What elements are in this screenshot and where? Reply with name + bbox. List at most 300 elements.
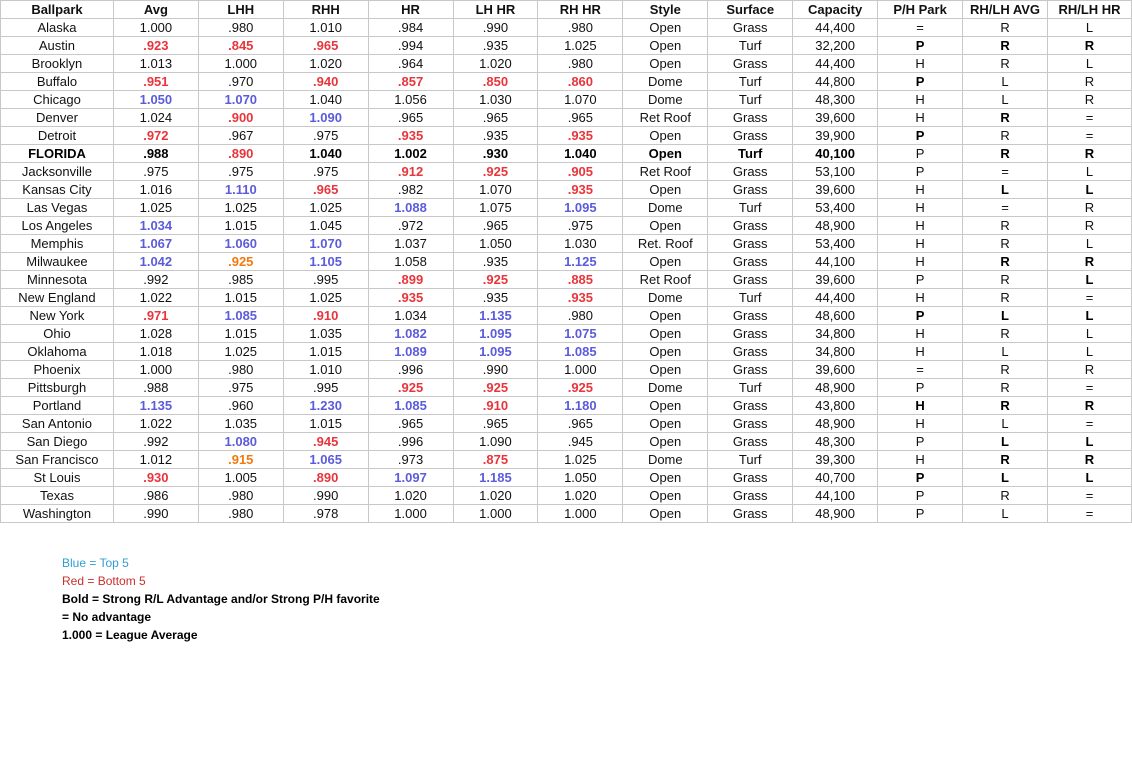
cell-rh-lh-avg: R [963,289,1048,307]
cell-lh-hr: .935 [453,289,538,307]
cell-lhh: .960 [198,397,283,415]
cell-capacity: 40,700 [793,469,878,487]
cell-rh-lh-avg: L [963,343,1048,361]
cell-hr: 1.056 [368,91,453,109]
cell-hr: .912 [368,163,453,181]
cell-surface: Grass [708,487,793,505]
table-row [1,145,1132,163]
table-row [1,109,1132,127]
cell-p-h-park: H [878,199,963,217]
cell-lhh: .975 [198,379,283,397]
cell-capacity: 48,300 [793,91,878,109]
cell-surface: Turf [708,289,793,307]
cell-lh-hr: 1.020 [453,487,538,505]
cell-surface: Grass [708,217,793,235]
cell-hr: .984 [368,19,453,37]
cell-lh-hr: .965 [453,415,538,433]
table-row [1,469,1132,487]
cell-avg: .975 [113,163,198,181]
cell-ballpark: Brooklyn [1,55,114,73]
column-header-avg: Avg [113,1,198,19]
cell-rh-lh-avg: R [963,109,1048,127]
cell-rh-lh-hr: = [1048,109,1132,127]
cell-lhh: .915 [198,451,283,469]
cell-rh-hr: 1.085 [538,343,623,361]
cell-style: Open [623,487,708,505]
cell-hr: .935 [368,289,453,307]
cell-rhh: .910 [283,307,368,325]
cell-avg: .988 [113,379,198,397]
cell-avg: 1.050 [113,91,198,109]
cell-avg: 1.042 [113,253,198,271]
cell-avg: 1.024 [113,109,198,127]
cell-style: Open [623,253,708,271]
cell-p-h-park: H [878,181,963,199]
cell-lhh: 1.025 [198,343,283,361]
cell-capacity: 44,400 [793,19,878,37]
cell-surface: Turf [708,73,793,91]
cell-rhh: .995 [283,379,368,397]
cell-rh-lh-avg: L [963,181,1048,199]
cell-rh-lh-avg: R [963,217,1048,235]
cell-hr: .857 [368,73,453,91]
cell-rh-lh-avg: L [963,91,1048,109]
cell-avg: 1.018 [113,343,198,361]
cell-hr: 1.037 [368,235,453,253]
table-row [1,73,1132,91]
cell-rh-lh-hr: = [1048,487,1132,505]
cell-rh-lh-hr: R [1048,253,1132,271]
cell-rh-lh-avg: R [963,451,1048,469]
cell-style: Open [623,325,708,343]
cell-rh-lh-hr: L [1048,235,1132,253]
cell-rh-lh-hr: R [1048,145,1132,163]
cell-style: Open [623,127,708,145]
cell-capacity: 48,900 [793,217,878,235]
cell-style: Open [623,55,708,73]
legend-bold: Bold = Strong R/L Advantage and/or Strong P/H favorite [62,592,380,606]
cell-rhh: .975 [283,163,368,181]
cell-rh-hr: .905 [538,163,623,181]
cell-rh-hr: .935 [538,127,623,145]
cell-hr: 1.089 [368,343,453,361]
cell-rhh: 1.105 [283,253,368,271]
cell-surface: Grass [708,325,793,343]
cell-style: Dome [623,91,708,109]
table-row [1,451,1132,469]
table-row [1,163,1132,181]
cell-rh-lh-hr: L [1048,181,1132,199]
cell-p-h-park: H [878,55,963,73]
cell-capacity: 40,100 [793,145,878,163]
cell-rh-lh-hr: L [1048,271,1132,289]
cell-ballpark: New England [1,289,114,307]
cell-rh-hr: .935 [538,181,623,199]
cell-lh-hr: .990 [453,361,538,379]
cell-style: Open [623,181,708,199]
cell-rh-hr: .980 [538,19,623,37]
cell-style: Open [623,343,708,361]
cell-lhh: .900 [198,109,283,127]
table-row [1,235,1132,253]
cell-rh-hr: 1.025 [538,37,623,55]
table-row [1,181,1132,199]
table-row [1,127,1132,145]
cell-surface: Grass [708,181,793,199]
cell-lhh: 1.085 [198,307,283,325]
cell-ballpark: Minnesota [1,271,114,289]
cell-surface: Grass [708,271,793,289]
cell-avg: 1.034 [113,217,198,235]
cell-rh-lh-avg: R [963,145,1048,163]
cell-capacity: 39,600 [793,271,878,289]
cell-lhh: .845 [198,37,283,55]
cell-p-h-park: H [878,91,963,109]
cell-capacity: 48,600 [793,307,878,325]
cell-style: Dome [623,199,708,217]
cell-lhh: .980 [198,505,283,523]
cell-capacity: 39,300 [793,451,878,469]
cell-lh-hr: 1.095 [453,343,538,361]
column-header-rhh: RHH [283,1,368,19]
cell-rh-lh-hr: L [1048,325,1132,343]
cell-rhh: 1.015 [283,343,368,361]
cell-lhh: .970 [198,73,283,91]
cell-p-h-park: P [878,379,963,397]
cell-hr: 1.000 [368,505,453,523]
cell-surface: Turf [708,91,793,109]
cell-rh-hr: .925 [538,379,623,397]
cell-lhh: 1.070 [198,91,283,109]
cell-hr: .965 [368,109,453,127]
cell-style: Open [623,397,708,415]
cell-avg: .986 [113,487,198,505]
cell-rh-lh-avg: R [963,19,1048,37]
cell-rh-lh-avg: R [963,55,1048,73]
cell-avg: 1.000 [113,361,198,379]
cell-p-h-park: H [878,235,963,253]
cell-capacity: 39,600 [793,361,878,379]
cell-lh-hr: 1.050 [453,235,538,253]
cell-hr: 1.020 [368,487,453,505]
cell-avg: 1.067 [113,235,198,253]
cell-rhh: .945 [283,433,368,451]
cell-rh-hr: 1.020 [538,487,623,505]
cell-lh-hr: .910 [453,397,538,415]
cell-p-h-park: P [878,307,963,325]
cell-rh-lh-avg: L [963,469,1048,487]
cell-surface: Grass [708,235,793,253]
cell-rh-lh-hr: R [1048,199,1132,217]
legend-blue: Blue = Top 5 [62,556,129,570]
cell-avg: .930 [113,469,198,487]
cell-rhh: 1.035 [283,325,368,343]
cell-capacity: 48,900 [793,415,878,433]
cell-p-h-park: P [878,487,963,505]
cell-rh-hr: 1.000 [538,361,623,379]
cell-avg: 1.012 [113,451,198,469]
cell-rh-lh-hr: R [1048,397,1132,415]
cell-rhh: 1.020 [283,55,368,73]
cell-rh-hr: 1.025 [538,451,623,469]
cell-rhh: 1.025 [283,199,368,217]
cell-rh-lh-avg: L [963,307,1048,325]
cell-ballpark: Ohio [1,325,114,343]
cell-surface: Grass [708,361,793,379]
cell-ballpark: Kansas City [1,181,114,199]
cell-p-h-park: H [878,109,963,127]
cell-style: Open [623,307,708,325]
cell-p-h-park: H [878,253,963,271]
cell-hr: 1.097 [368,469,453,487]
table-row [1,253,1132,271]
column-header-lh-hr: LH HR [453,1,538,19]
cell-surface: Grass [708,469,793,487]
table-row [1,199,1132,217]
cell-p-h-park: P [878,127,963,145]
cell-style: Ret. Roof [623,235,708,253]
cell-style: Dome [623,451,708,469]
column-header-p-h-park: P/H Park [878,1,963,19]
cell-hr: .996 [368,433,453,451]
cell-hr: .994 [368,37,453,55]
table-row [1,307,1132,325]
cell-capacity: 48,900 [793,379,878,397]
cell-capacity: 53,100 [793,163,878,181]
cell-p-h-park: P [878,505,963,523]
table-row [1,487,1132,505]
cell-lh-hr: 1.070 [453,181,538,199]
cell-avg: 1.000 [113,19,198,37]
cell-avg: 1.016 [113,181,198,199]
cell-avg: .971 [113,307,198,325]
cell-p-h-park: = [878,19,963,37]
cell-capacity: 39,600 [793,181,878,199]
cell-style: Ret Roof [623,163,708,181]
cell-hr: .935 [368,127,453,145]
cell-avg: .923 [113,37,198,55]
cell-rh-lh-avg: R [963,127,1048,145]
cell-surface: Grass [708,433,793,451]
table-row [1,505,1132,523]
cell-lh-hr: 1.030 [453,91,538,109]
column-header-style: Style [623,1,708,19]
cell-p-h-park: H [878,343,963,361]
cell-ballpark: Phoenix [1,361,114,379]
cell-lhh: 1.060 [198,235,283,253]
cell-rh-hr: 1.095 [538,199,623,217]
cell-avg: .992 [113,271,198,289]
cell-style: Open [623,433,708,451]
cell-p-h-park: P [878,433,963,451]
cell-ballpark: Chicago [1,91,114,109]
table-row [1,91,1132,109]
cell-p-h-park: P [878,73,963,91]
cell-capacity: 34,800 [793,343,878,361]
cell-capacity: 44,800 [793,73,878,91]
cell-p-h-park: H [878,415,963,433]
cell-ballpark: Los Angeles [1,217,114,235]
cell-rh-lh-avg: R [963,37,1048,55]
cell-lh-hr: .935 [453,127,538,145]
cell-ballpark: FLORIDA [1,145,114,163]
cell-capacity: 44,100 [793,253,878,271]
column-header-ballpark: Ballpark [1,1,114,19]
cell-rh-lh-avg: R [963,361,1048,379]
cell-ballpark: San Diego [1,433,114,451]
cell-rh-hr: 1.030 [538,235,623,253]
cell-p-h-park: P [878,145,963,163]
cell-lh-hr: 1.095 [453,325,538,343]
cell-rh-lh-avg: L [963,433,1048,451]
column-header-rh-hr: RH HR [538,1,623,19]
cell-rhh: .978 [283,505,368,523]
cell-avg: 1.135 [113,397,198,415]
cell-style: Dome [623,379,708,397]
cell-rh-lh-hr: R [1048,217,1132,235]
cell-rh-lh-hr: R [1048,73,1132,91]
cell-avg: 1.022 [113,289,198,307]
cell-lh-hr: .925 [453,163,538,181]
cell-rh-lh-hr: = [1048,505,1132,523]
cell-hr: .925 [368,379,453,397]
cell-ballpark: Las Vegas [1,199,114,217]
cell-hr: .982 [368,181,453,199]
cell-rh-hr: 1.075 [538,325,623,343]
cell-hr: 1.088 [368,199,453,217]
cell-p-h-park: H [878,451,963,469]
cell-rh-lh-hr: = [1048,289,1132,307]
cell-rh-lh-hr: L [1048,19,1132,37]
cell-rhh: .890 [283,469,368,487]
cell-lhh: 1.015 [198,325,283,343]
cell-ballpark: Alaska [1,19,114,37]
cell-lh-hr: .965 [453,109,538,127]
cell-lh-hr: .850 [453,73,538,91]
cell-rh-hr: 1.000 [538,505,623,523]
table-row [1,361,1132,379]
cell-rhh: 1.010 [283,361,368,379]
cell-p-h-park: H [878,289,963,307]
cell-lhh: .890 [198,145,283,163]
cell-rh-lh-avg: = [963,199,1048,217]
cell-rh-lh-avg: R [963,235,1048,253]
cell-capacity: 39,600 [793,109,878,127]
cell-surface: Grass [708,415,793,433]
cell-rh-lh-avg: R [963,397,1048,415]
cell-rh-lh-hr: L [1048,55,1132,73]
cell-capacity: 53,400 [793,235,878,253]
cell-rh-hr: .885 [538,271,623,289]
cell-rh-lh-hr: L [1048,469,1132,487]
cell-rh-lh-avg: R [963,271,1048,289]
cell-surface: Grass [708,163,793,181]
cell-rhh: 1.015 [283,415,368,433]
cell-ballpark: San Antonio [1,415,114,433]
cell-style: Ret Roof [623,109,708,127]
cell-style: Ret Roof [623,271,708,289]
cell-rhh: .940 [283,73,368,91]
cell-rh-lh-avg: L [963,415,1048,433]
cell-lhh: 1.015 [198,217,283,235]
cell-surface: Grass [708,505,793,523]
cell-rh-lh-hr: L [1048,433,1132,451]
cell-lh-hr: .935 [453,37,538,55]
cell-rhh: 1.090 [283,109,368,127]
cell-hr: .964 [368,55,453,73]
cell-rh-lh-hr: = [1048,127,1132,145]
cell-p-h-park: H [878,325,963,343]
cell-style: Open [623,145,708,163]
cell-rh-hr: .975 [538,217,623,235]
cell-capacity: 39,900 [793,127,878,145]
cell-lhh: .975 [198,163,283,181]
cell-avg: .972 [113,127,198,145]
cell-rh-lh-hr: = [1048,415,1132,433]
table-row [1,289,1132,307]
column-header-surface: Surface [708,1,793,19]
cell-lh-hr: .965 [453,217,538,235]
cell-avg: .990 [113,505,198,523]
cell-hr: 1.058 [368,253,453,271]
cell-lhh: .967 [198,127,283,145]
cell-hr: .996 [368,361,453,379]
cell-surface: Grass [708,19,793,37]
cell-lh-hr: .925 [453,271,538,289]
cell-lhh: .980 [198,361,283,379]
cell-rh-lh-hr: R [1048,451,1132,469]
cell-rh-hr: 1.180 [538,397,623,415]
cell-style: Dome [623,289,708,307]
cell-style: Open [623,469,708,487]
cell-lh-hr: .935 [453,253,538,271]
cell-rh-hr: .860 [538,73,623,91]
column-header-lhh: LHH [198,1,283,19]
cell-hr: .899 [368,271,453,289]
cell-rhh: 1.070 [283,235,368,253]
cell-lhh: .985 [198,271,283,289]
cell-surface: Grass [708,109,793,127]
cell-surface: Turf [708,451,793,469]
cell-rh-lh-hr: R [1048,37,1132,55]
cell-hr: 1.002 [368,145,453,163]
cell-rh-lh-avg: R [963,487,1048,505]
cell-lhh: 1.025 [198,199,283,217]
cell-lh-hr: 1.090 [453,433,538,451]
cell-rhh: .995 [283,271,368,289]
cell-rh-hr: .935 [538,289,623,307]
cell-p-h-park: H [878,217,963,235]
cell-capacity: 32,200 [793,37,878,55]
cell-rhh: .990 [283,487,368,505]
cell-rh-lh-avg: R [963,253,1048,271]
cell-surface: Turf [708,379,793,397]
cell-style: Dome [623,73,708,91]
cell-ballpark: Memphis [1,235,114,253]
legend-equal: = No advantage [62,610,152,624]
cell-ballpark: Detroit [1,127,114,145]
cell-avg: 1.013 [113,55,198,73]
table-row [1,343,1132,361]
cell-rhh: .965 [283,37,368,55]
cell-lh-hr: .875 [453,451,538,469]
cell-rh-hr: 1.070 [538,91,623,109]
cell-rh-lh-avg: R [963,379,1048,397]
cell-lh-hr: 1.075 [453,199,538,217]
cell-rhh: 1.025 [283,289,368,307]
column-header-rh-lh-hr: RH/LH HR [1048,1,1132,19]
cell-avg: 1.025 [113,199,198,217]
